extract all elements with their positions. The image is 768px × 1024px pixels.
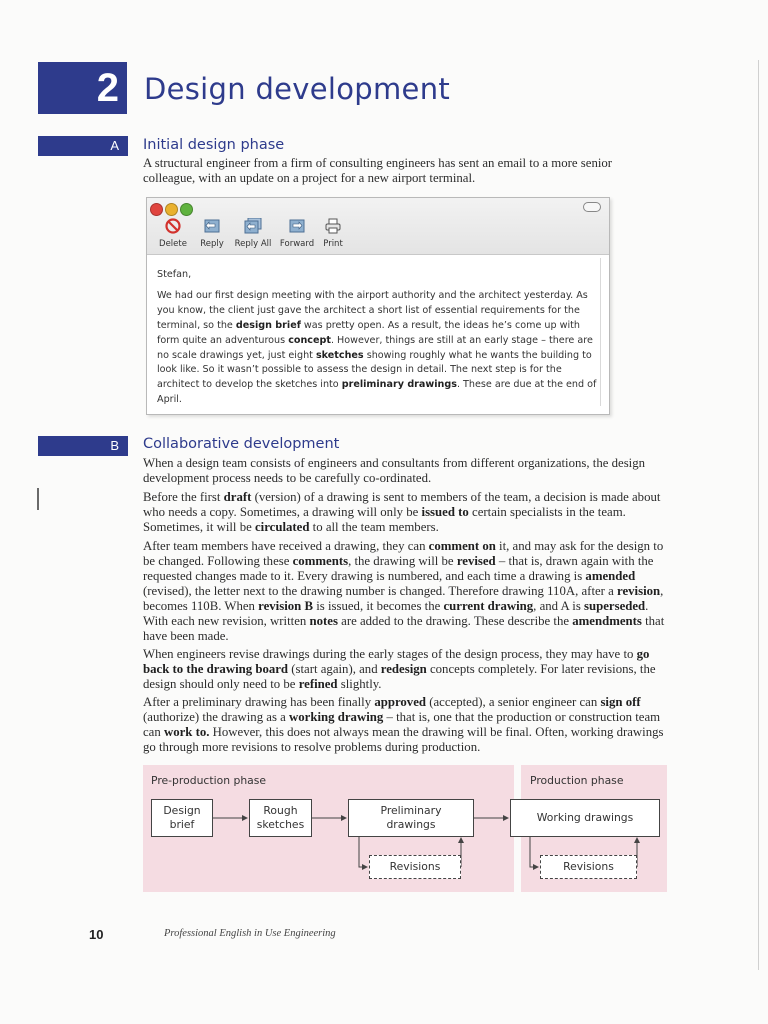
print-icon	[324, 218, 342, 234]
book-title: Professional English in Use Engineering	[164, 928, 336, 939]
key-term: amendments	[572, 614, 642, 628]
delete-icon	[164, 218, 182, 234]
print-button[interactable]	[307, 218, 359, 249]
key-term: issued to	[421, 505, 469, 519]
paragraph-text: – that is, one that the production or construction team can	[143, 710, 661, 739]
section-b-letter: B	[110, 438, 119, 453]
key-term: superseded	[584, 599, 646, 613]
email-window	[146, 197, 610, 415]
email-scrollbar[interactable]	[600, 258, 601, 406]
page-number: 10	[89, 927, 104, 942]
forward-icon	[288, 218, 306, 234]
paragraph-text: (accepted), a senior engineer can	[426, 695, 601, 709]
paragraph-text: When engineers revise drawings during the early stages of the design process, they may have to	[143, 647, 637, 661]
production-label: Production phase	[530, 774, 624, 787]
toolbar-toggle-icon[interactable]	[583, 202, 601, 212]
email-text: We had our first design meeting with the airport authority and the architect yesterday. As you know, the client just gave the architect a short list of essential requirements for the terminal, so the	[157, 289, 588, 331]
paragraph-text: concepts completely. For later revisions, the design should only need to be	[143, 662, 656, 691]
node-text: drawings	[386, 818, 436, 831]
minimize-window-icon[interactable]	[165, 203, 178, 216]
paragraph-text: is issued, it becomes the	[313, 599, 444, 613]
term-concept: concept	[288, 334, 331, 346]
email-toolbar	[147, 198, 609, 255]
margin-mark	[37, 488, 39, 510]
reply-label: Reply	[200, 239, 224, 249]
paragraph-text: – that is, drawn again with the requested changes made to it. Every drawing is numbered, and each time a drawing is	[143, 554, 654, 583]
delete-label: Delete	[159, 239, 187, 249]
chapter-number: 2	[96, 66, 119, 110]
chapter-title: Design development	[144, 72, 451, 106]
email-message	[157, 289, 597, 408]
reply-all-icon	[244, 218, 262, 234]
section-a-tab	[38, 136, 128, 156]
section-b-title: Collaborative development	[143, 436, 340, 452]
paragraph-text: (version) of a drawing is sent to members of the team, a decision is made about who needs a copy. Sometimes, a drawing will only be	[143, 490, 661, 519]
chapter-number-box	[38, 62, 127, 114]
node-text: sketches	[256, 818, 305, 831]
key-term: comment on	[428, 539, 496, 553]
key-term: amended	[585, 569, 636, 583]
paragraph-text: . With each new revision, written	[143, 599, 649, 628]
email-text: . However, things are still at an early stage – there are no scale drawings yet, just eight	[157, 334, 593, 361]
email-greeting: Stefan,	[157, 269, 192, 280]
section-b-tab	[38, 436, 128, 456]
email-text: . These are due at the end of April.	[157, 379, 597, 406]
key-term: notes	[309, 614, 338, 628]
section-b-paragraph-3	[143, 539, 665, 644]
design-process-diagram	[143, 765, 667, 892]
node-text: Design	[163, 804, 201, 817]
email-body	[157, 268, 597, 408]
email-text: showing roughly what he wants the building to look like. So it wasn’t possible to assess the design in detail. The next step is for the architect to develop the sketches into	[157, 349, 592, 391]
key-term: approved	[374, 695, 427, 709]
key-term: comments	[292, 554, 349, 568]
close-window-icon[interactable]	[150, 203, 163, 216]
node-revisions-pre	[369, 855, 461, 879]
paragraph-text: that have been made.	[143, 614, 665, 643]
paragraph-text: After a preliminary drawing has been finally	[143, 695, 375, 709]
key-term: revised	[456, 554, 496, 568]
section-a-title: Initial design phase	[143, 137, 285, 153]
paragraph-text: certain specialists in the team. Sometimes, it will be	[143, 505, 626, 534]
arrow-working-to-revisions	[530, 836, 538, 867]
key-term: current drawing	[443, 599, 534, 613]
key-term: revision	[617, 584, 661, 598]
page-edge-line	[758, 60, 759, 970]
paragraph-text: After team members have received a drawing, they can	[143, 539, 429, 553]
reply-all-label: Reply All	[234, 239, 272, 249]
paragraph-text: , the drawing will be	[348, 554, 457, 568]
term-design-brief: design brief	[235, 319, 301, 331]
node-text: brief	[169, 818, 195, 831]
key-term: revision B	[258, 599, 314, 613]
forward-label: Forward	[279, 239, 315, 249]
node-revisions-production	[540, 855, 637, 879]
print-label: Print	[323, 239, 343, 249]
section-b-paragraph-1	[143, 456, 665, 486]
paragraph-text: slightly.	[337, 677, 382, 691]
node-text: Revisions	[563, 860, 614, 873]
pre-production-label: Pre-production phase	[151, 774, 267, 787]
paragraph-text: , becomes 110B. When	[143, 584, 664, 613]
paragraph-text: (revised), the letter next to the drawing number is changed. Therefore drawing 110A, after a	[143, 584, 618, 598]
key-term: redesign	[380, 662, 427, 676]
term-sketches: sketches	[315, 349, 364, 361]
term-preliminary-drawings: preliminary drawings	[341, 379, 457, 391]
zoom-window-icon[interactable]	[180, 203, 193, 216]
node-rough-sketches	[249, 799, 312, 837]
reply-icon	[203, 218, 221, 234]
paragraph-text: (authorize) the drawing as a	[143, 710, 290, 724]
key-term: working drawing	[289, 710, 384, 724]
key-term: draft	[223, 490, 252, 504]
section-b-paragraph-4	[143, 647, 665, 692]
paragraph-text: are added to the drawing. These describe the	[337, 614, 573, 628]
arrow-preliminary-to-revisions	[359, 836, 367, 867]
paragraph-text: to all the team members.	[309, 520, 439, 534]
paragraph-text: Before the first	[143, 490, 224, 504]
key-term: circulated	[254, 520, 310, 534]
section-a-intro: A structural engineer from a firm of consulting engineers has sent an email to a more senior colleague, with an update on a project for a new airport terminal.	[143, 156, 613, 185]
paragraph-text: , and A is	[533, 599, 585, 613]
section-b-paragraph-5	[143, 695, 665, 755]
node-text: Rough	[263, 804, 298, 817]
node-working-drawings	[510, 799, 660, 837]
paragraph-text: (start again), and	[288, 662, 381, 676]
node-text: Preliminary	[380, 804, 442, 817]
paragraph-text: it, and may ask for the design to be changed. Following these	[143, 539, 664, 568]
section-a-letter: A	[110, 138, 119, 153]
section-b-paragraph-2	[143, 490, 665, 535]
node-text: Working drawings	[536, 811, 634, 824]
key-term: work to.	[163, 725, 210, 739]
key-term: go back to the drawing board	[143, 647, 650, 676]
email-text: was pretty open. As a result, the ideas he’s come up with form quite an adventurous	[157, 319, 580, 346]
paragraph-text: When a design team consists of engineers and consultants from different organizations, the design development process needs to be carefully co-ordinated.	[143, 456, 646, 485]
node-text: Revisions	[389, 860, 441, 873]
node-preliminary-drawings	[348, 799, 474, 837]
node-design-brief	[151, 799, 213, 837]
key-term: sign off	[600, 695, 641, 709]
paragraph-text: However, this does not always mean the drawing will be final. Often, working drawings go through more revisions to resolve problems during production.	[143, 725, 664, 754]
key-term: refined	[298, 677, 338, 691]
